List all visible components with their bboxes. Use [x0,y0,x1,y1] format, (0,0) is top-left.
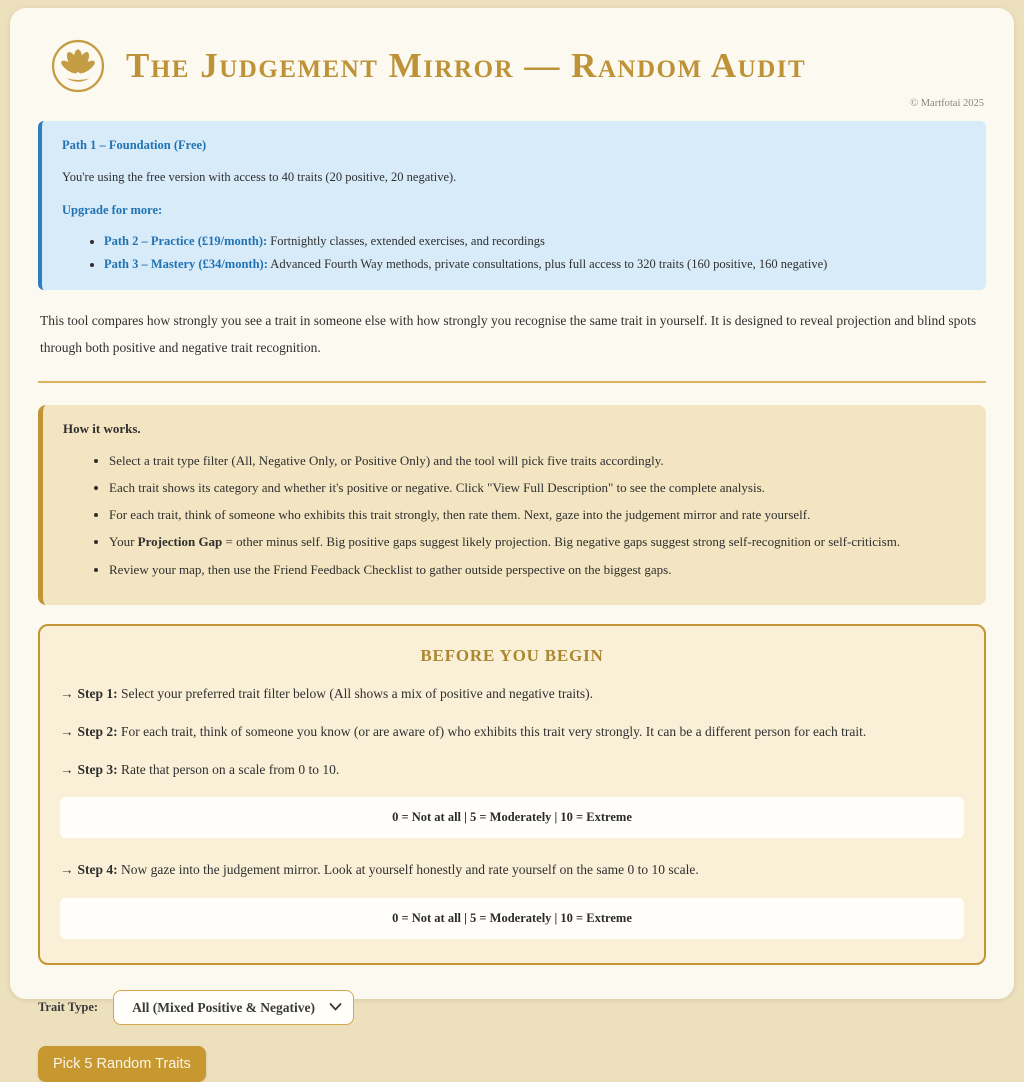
how-item-text: Review your map, then use the Friend Feedback Checklist to gather outside perspective on the biggest gaps. [109,561,672,577]
step-3-text: Rate that person on a scale from 0 to 10. [117,762,340,778]
arrow-icon: → [60,762,74,778]
rating-scale-legend: 0 = Not at all | 5 = Moderately | 10 = Extreme [60,797,964,838]
upgrade-list [104,232,968,272]
step-4-label: Step 4: [77,862,118,878]
step-2-text: For each trait, think of someone you know (or are aware of) who exhibits this trait very strongly. It can be a different person for each trait. [117,723,867,739]
rating-scale-legend: 0 = Not at all | 5 = Moderately | 10 = Extreme [60,898,964,939]
step-2 [60,722,964,742]
how-item [109,478,968,498]
step-1-label: Step 1: [77,685,118,701]
trait-type-select[interactable] [113,990,354,1025]
how-item-text: = other minus self. Big positive gaps suggest likely projection. Big negative gaps suggest strong self-recognition or self-criticism. [222,534,901,550]
step-1-text: Select your preferred trait filter below (All shows a mix of positive and negative traits). [117,685,593,701]
step-3-label: Step 3: [77,762,118,778]
how-item [109,505,968,525]
how-item-text: Your [109,534,138,550]
page-title: The Judgement Mirror — Random Audit [126,46,807,85]
how-item-text: For each trait, think of someone who exhibits this trait strongly, then rate them. Next, gaze into the judgement mirror and rate yourself. [109,507,811,523]
header [50,38,986,94]
how-item-text: Select a trait type filter (All, Negative Only, or Positive Only) and the tool will pick five traits accordingly. [109,452,664,468]
upgrade-info-box [38,121,986,290]
path2-label: Path 2 – Practice (£19/month): [104,234,268,249]
lotus-logo-icon [50,38,106,94]
copyright-text: © Martfotai 2025 [910,98,984,109]
step-4-text: Now gaze into the judgement mirror. Look at yourself honestly and rate yourself on the same 0 to 10 scale. [117,862,699,878]
pick-random-traits-button[interactable]: Pick 5 Random Traits [38,1046,206,1082]
trait-filter-controls [38,990,986,1025]
path2-description: Fortnightly classes, extended exercises, and recordings [267,234,545,249]
step-1 [60,684,964,704]
how-item-text: Each trait shows its category and whether it's positive or negative. Click "View Full Description" to see the complete analysis. [109,480,765,496]
step-2-label: Step 2: [77,723,118,739]
path3-label: Path 3 – Mastery (£34/month): [104,256,268,271]
how-item [109,451,968,471]
path1-title: Path 1 – Foundation (Free) [62,138,207,152]
how-it-works-title: How it works. [63,420,141,436]
gold-divider [38,381,986,383]
arrow-icon: → [60,862,74,878]
arrow-icon: → [60,723,74,739]
how-it-works-box [38,405,986,605]
how-it-works-list [109,451,968,580]
upgrade-item-path3 [104,255,968,273]
trait-type-select-wrap [113,990,354,1025]
intro-paragraph: This tool compares how strongly you see a trait in someone else with how strongly you recognise the same trait in yourself. It is designed to reveal projection and blind spots through both positive and negative trait recognition. [40,312,977,356]
path3-description: Advanced Fourth Way methods, private consultations, plus full access to 320 traits (160 positive, 160 negative) [267,256,828,271]
step-4 [60,860,964,880]
trait-type-label: Trait Type: [38,999,99,1014]
upgrade-label: Upgrade for more: [62,203,163,218]
how-item [109,560,968,580]
how-item-bold: Projection Gap [137,534,223,550]
page-card [10,8,1014,1072]
how-item [109,532,968,552]
upgrade-item-path2 [104,232,968,250]
before-you-begin-box [38,624,986,965]
free-version-text: You're using the free version with access to 40 traits (20 positive, 20 negative). [62,170,457,185]
step-3 [60,760,964,780]
before-you-begin-heading: BEFORE YOU BEGIN [420,645,604,665]
arrow-icon: → [60,685,74,701]
